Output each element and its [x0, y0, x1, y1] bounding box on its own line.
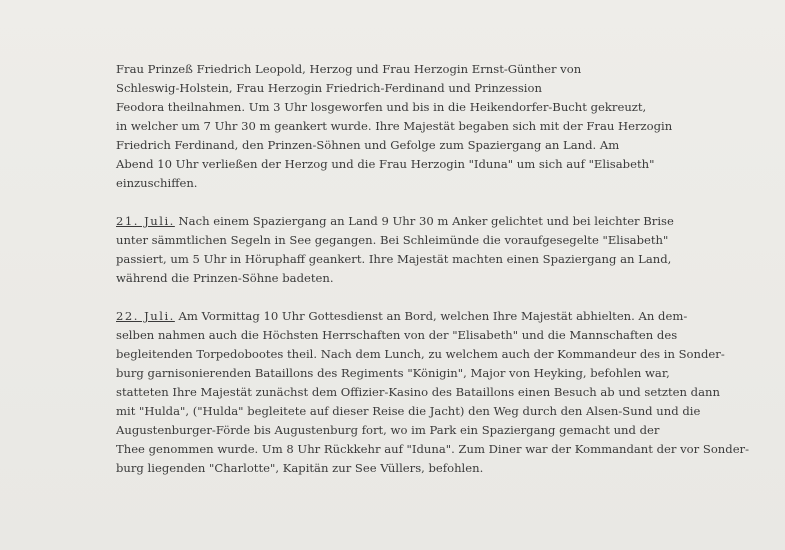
text-line: burg liegenden "Charlotte", Kapitän zur See Vüllers, befohlen.	[116, 461, 484, 475]
text-line: während die Prinzen-Söhne badeten.	[116, 271, 334, 285]
text-line	[116, 212, 756, 231]
paragraph-22-juli	[116, 307, 756, 478]
paragraph-21-juli	[116, 212, 756, 288]
text-line	[116, 307, 756, 326]
text-line: Augustenburger-Förde bis Augustenburg fort, wo im Park ein Spaziergang gemacht und der	[116, 423, 660, 437]
text-line: Feodora theilnahmen. Um 3 Uhr losgeworfen und bis in die Heikendorfer-Bucht gekreuzt,	[116, 100, 647, 114]
date-heading: 22. Juli.	[116, 309, 175, 323]
text-line: Abend 10 Uhr verließen der Herzog und die Frau Herzogin "Iduna" um sich auf "Elisabeth"	[116, 157, 655, 171]
text-line: in welcher um 7 Uhr 30 m geankert wurde. Ihre Majestät begaben sich mit der Frau Herzogin	[116, 119, 673, 133]
text-line: burg garnisonierenden Bataillons des Regiments "Königin", Major von Heyking, befohlen war,	[116, 366, 670, 380]
text-line: begleitenden Torpedobootes theil. Nach dem Lunch, zu welchem auch der Kommandeur des in Sonder-	[116, 347, 725, 361]
text-line: mit "Hulda", ("Hulda" begleitete auf dieser Reise die Jacht) den Weg durch den Alsen-Sund und die	[116, 404, 701, 418]
text-line: Friedrich Ferdinand, den Prinzen-Söhnen und Gefolge zum Spaziergang an Land. Am	[116, 138, 620, 152]
paragraph-intro	[116, 60, 756, 193]
text-line: statteten Ihre Majestät zunächst dem Offizier-Kasino des Bataillons einen Besuch ab und setzten dann	[116, 385, 720, 399]
text-line: einzuschiffen.	[116, 176, 198, 190]
text-line: Schleswig-Holstein, Frau Herzogin Friedrich-Ferdinand und Prinzession	[116, 81, 542, 95]
date-heading: 21. Juli.	[116, 214, 175, 228]
text-line: Frau Prinzeß Friedrich Leopold, Herzog und Frau Herzogin Ernst-Günther von	[116, 62, 582, 76]
text-line: Thee genommen wurde. Um 8 Uhr Rückkehr auf "Iduna". Zum Diner war der Kommandant der vor Sonder-	[116, 442, 750, 456]
text-line: unter sämmtlichen Segeln in See gegangen. Bei Schleimünde die voraufgesegelte "Elisabeth"	[116, 233, 669, 247]
text-line: selben nahmen auch die Höchsten Herrschaften von der "Elisabeth" und die Mannschaften des	[116, 328, 678, 342]
text-run: Am Vormittag 10 Uhr Gottesdienst an Bord, welchen Ihre Majestät abhielten. An dem-	[178, 309, 688, 323]
text-line: passiert, um 5 Uhr in Höruphaff geankert. Ihre Majestät machten einen Spaziergang an Land,	[116, 252, 672, 266]
text-run: Nach einem Spaziergang an Land 9 Uhr 30 m Anker gelichtet und bei leichter Brise	[178, 214, 674, 228]
document-text	[116, 60, 756, 497]
